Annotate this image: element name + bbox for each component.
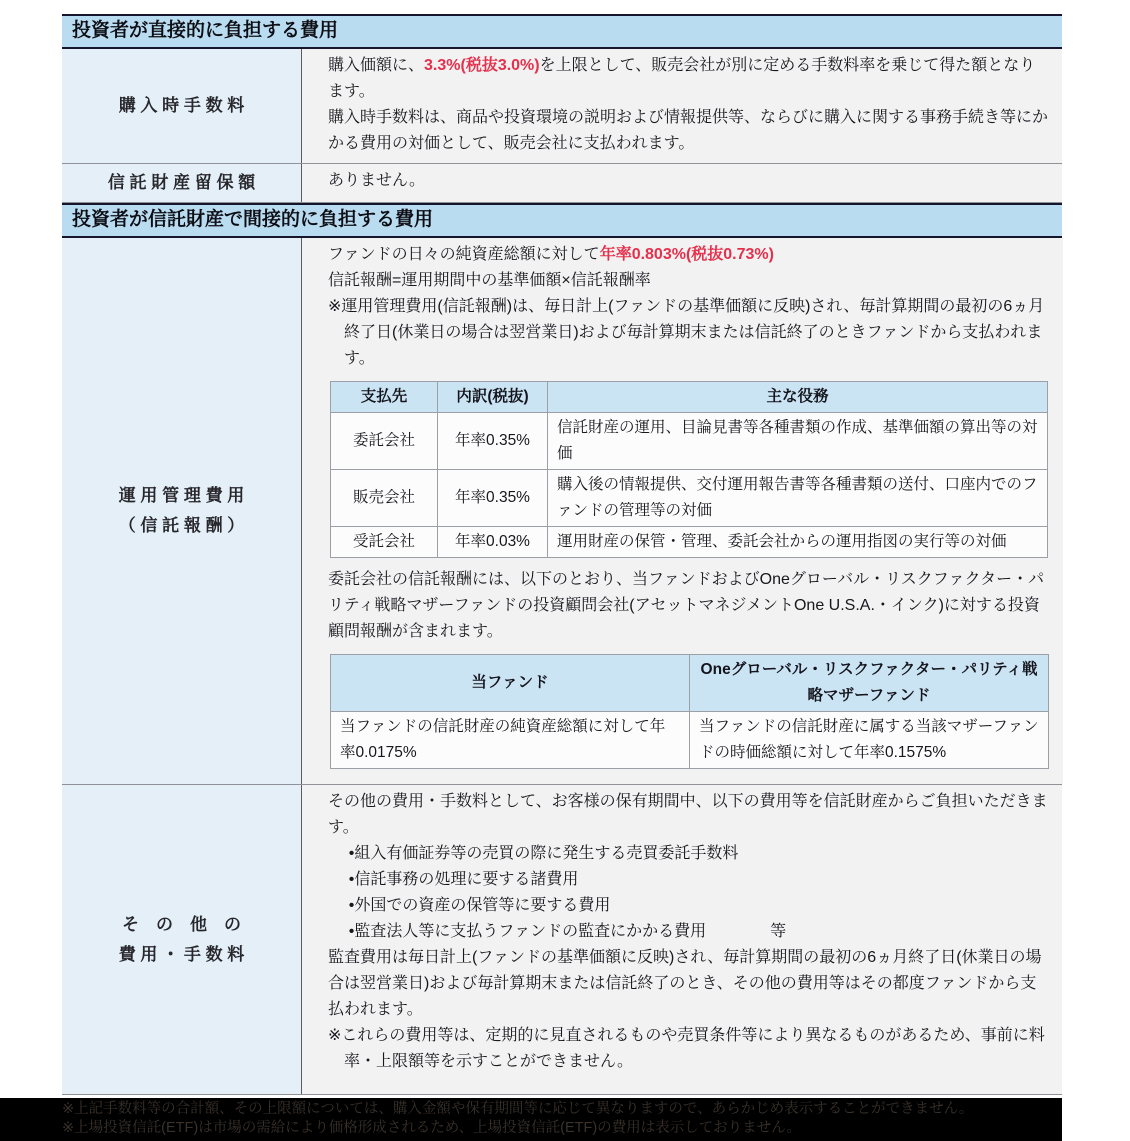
section-title: 投資者が直接的に負担する費用 [72,20,339,41]
management-fee-rate-highlight: 年率0.803%(税抜0.73%) [599,246,774,263]
management-para4: 委託会社の信託報酬には、以下のとおり、当ファンドおよびOneグローバル・リスクファクター・パリティ戦略マザーファンドの投資顧問会社(アセットマネジメントOne U.S.A.・インク)に対する投資顧問報酬が含まれます。 [328,571,1045,640]
other-fees-para2: 監査費用は毎日計上(ファンドの基準価額に反映)され、毎計算期間の最初の6ヵ月終了日(休業日の場合は翌営業日)および毎計算期末または信託終了のとき、その他の費用等はその都度ファンドから支払われます。 [328,949,1042,1018]
other-fees-para3: ※これらの費用等は、定期的に見直されるものや売買条件等により異なるものがあるため、事前に料率・上限額等を示すことができません。 [328,1027,1045,1070]
other-fees-label: そ の 他 の 費 用 ・ 手 数 料 [62,785,302,1094]
advisory-fee-table [330,654,1049,769]
other-fees-bullet: •組入有価証券等の売買の際に発生する売買委託手数料 [348,845,739,862]
table-row: 販売会社 年率0.35% 購入後の情報提供、交付運用報告書等各種書類の送付、口座内でのファンドの管理等の対価 [331,470,1048,527]
management-para1: ファンドの日々の純資産総額に対して年率0.803%(税抜0.73%) [328,246,774,263]
col-header-role: 主な役務 [548,382,1048,413]
table-row: 受託会社 年率0.03% 運用財産の保管・管理、委託会社からの運用指図の実行等の対価 [331,527,1048,558]
other-fees-content [302,785,1062,1094]
fee-table [62,0,1062,1095]
reserve-content [302,164,1062,202]
management-fee-content [302,238,1063,784]
table-header-row [331,382,1048,413]
management-para3: ※運用管理費用(信託報酬)は、毎日計上(ファンドの基準価額に反映)され、毎計算期間の最初の6ヵ月終了日(休業日の場合は翌営業日)および毎計算期末または信託終了のときファンドから支払われます。 [328,298,1045,367]
col-header-rate: 内訳(税抜) [438,382,548,413]
management-para2: 信託報酬=運用期間中の基準価額×信託報酬率 [328,272,651,289]
other-fees-bullet: •外国での資産の保管等に要する費用 [348,897,611,914]
col-header-mother-fund: Oneグローバル・リスクファクター・パリティ戦略マザーファンド [690,655,1049,712]
reserve-label: 信 託 財 産 留 保 額 [62,164,302,202]
fee-breakdown-table [330,381,1048,558]
table-row: 当ファンドの信託財産の純資産総額に対して年率0.0175% 当ファンドの信託財産に属する当該マザーファンドの時価総額に対して年率0.1575% [331,712,1049,769]
col-header-payee: 支払先 [331,382,438,413]
footnote-line: ※上場投資信託(ETF)は市場の需給により価格形成されるため、上場投資信託(ETF)の費用は表示しておりません。 [62,1120,802,1136]
row-reserve-amount [62,164,1062,203]
purchase-fee-content [302,49,1062,163]
section-title: 投資者が信託財産で間接的に負担する費用 [72,209,434,230]
purchase-fee-para1: 購入価額に、3.3%(税抜3.0%)を上限として、販売会社が別に定める手数料率を乗じて得た額となります。 [328,57,1036,100]
other-fees-para1: その他の費用・手数料として、お客様の保有期間中、以下の費用等を信託財産からご負担いただきます。 [328,793,1048,836]
col-header-this-fund: 当ファンド [331,655,690,712]
row-other-fees [62,785,1062,1095]
section-header-direct-fees [62,14,1062,49]
table-header-row [331,655,1049,712]
management-fee-label: 運 用 管 理 費 用 （ 信 託 報 酬 ） [62,238,302,784]
section-header-indirect-fees [62,203,1062,238]
other-fees-bullet: •信託事務の処理に要する諸費用 [348,871,579,888]
row-management-fee [62,238,1062,785]
footnote-line: ※上記手数料等の合計額、その上限額については、購入金額や保有期間等に応じて異なりますので、あらかじめ表示することができません。 [62,1101,974,1117]
purchase-fee-rate-highlight: 3.3%(税抜3.0%) [424,57,540,74]
other-fees-bullet: •監査法人等に支払うファンドの監査にかかる費用 等 [348,923,787,940]
reserve-text: ありません。 [328,172,425,189]
table-row: 委託会社 年率0.35% 信託財産の運用、目論見書等各種書類の作成、基準価額の算出等の対価 [331,413,1048,470]
row-purchase-fee [62,49,1062,164]
footnote-band [0,1098,1062,1141]
purchase-fee-para2: 購入時手数料は、商品や投資環境の説明および情報提供等、ならびに購入に関する事務手続き等にかかる費用の対価として、販売会社に支払われます。 [328,109,1049,152]
purchase-fee-label: 購 入 時 手 数 料 [62,49,302,163]
